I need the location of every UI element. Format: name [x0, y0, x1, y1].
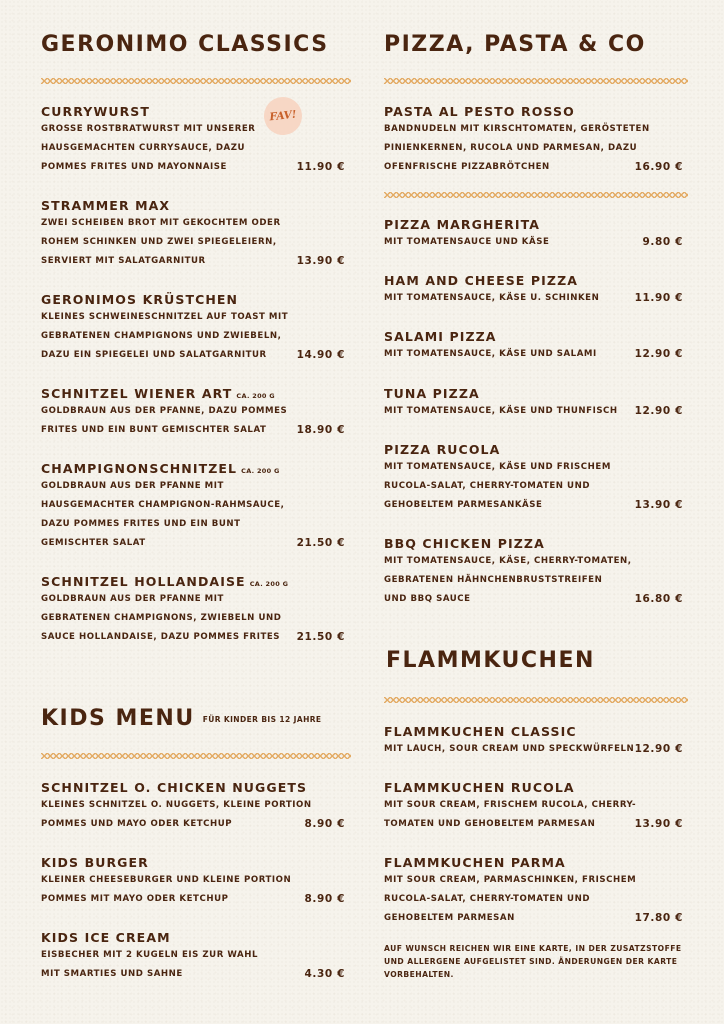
right-column: [384, 0, 689, 1024]
divider-wave: [41, 753, 351, 759]
item-desc: MIT TOMATENSAUCE UND KÄSE: [384, 237, 550, 247]
item-name: SALAMI PIZZA: [384, 329, 497, 344]
item-name: FLAMMKUCHEN RUCOLA: [384, 780, 575, 795]
item-desc: GROSSE ROSTBRATWURST MIT UNSERER: [41, 124, 256, 134]
item-desc: MIT SMARTIES UND SAHNE: [41, 969, 183, 979]
item-weight-note: CA. 200 G: [241, 467, 280, 475]
allergen-footnote: AUF WUNSCH REICHEN WIR EINE KARTE, IN DER ZUSATZSTOFFE UND ALLERGENE AUFGELISTET SIND. ÄNDERUNGEN DER KARTE VORBEHALTEN.: [384, 944, 682, 979]
menu-item: [41, 574, 351, 647]
item-name: PIZZA RUCOLA: [384, 442, 501, 457]
item-desc: MIT TOMATENSAUCE, KÄSE UND THUNFISCH: [384, 406, 618, 416]
item-desc: KLEINER CHEESEBURGER UND KLEINE PORTION: [41, 875, 292, 885]
item-desc: RUCOLA-SALAT, CHERRY-TOMATEN UND: [384, 481, 591, 491]
item-desc: DAZU EIN SPIEGELEI UND SALATGARNITUR: [41, 350, 267, 360]
menu-item: [384, 855, 689, 928]
item-desc: GOLDBRAUN AUS DER PFANNE, DAZU POMMES: [41, 406, 288, 416]
item-desc: UND BBQ SAUCE: [384, 594, 471, 604]
item-desc: GOLDBRAUN AUS DER PFANNE MIT: [41, 594, 224, 604]
item-desc: MIT SOUR CREAM, FRISCHEM RUCOLA, CHERRY-: [384, 800, 637, 810]
fav-badge: FAV!: [262, 95, 304, 137]
item-name: HAM AND CHEESE PIZZA: [384, 273, 579, 288]
item-desc: POMMES UND MAYO ODER KETCHUP: [41, 819, 233, 829]
item-name: SCHNITZEL WIENER ART: [41, 386, 233, 401]
menu-item: [41, 104, 351, 177]
item-name: BBQ CHICKEN PIZZA: [384, 536, 545, 551]
section-title-kids: [41, 706, 321, 731]
menu-item: [384, 273, 689, 308]
item-desc: POMMES MIT MAYO ODER KETCHUP: [41, 894, 229, 904]
menu-item: [384, 217, 689, 252]
menu-item: [384, 386, 689, 421]
item-desc: ZWEI SCHEIBEN BROT MIT GEKOCHTEM ODER: [41, 218, 281, 228]
menu-item: [384, 329, 689, 364]
kids-subtitle: FÜR KINDER BIS 12 JAHRE: [202, 714, 322, 724]
menu-item: [41, 930, 351, 984]
item-desc: GEHOBELTEM PARMESAN: [384, 913, 515, 923]
item-price: 4.30 €: [304, 968, 345, 980]
item-desc: GEHOBELTEM PARMESANKÄSE: [384, 500, 543, 510]
kids-title-text: KIDS MENU: [41, 706, 195, 731]
left-column: [41, 0, 351, 1024]
menu-item: [384, 442, 689, 515]
menu-item: [384, 104, 689, 177]
divider-wave: [41, 78, 351, 84]
item-desc: KLEINES SCHWEINESCHNITZEL AUF TOAST MIT: [41, 312, 289, 322]
item-price: 13.90 €: [296, 255, 345, 267]
item-desc: GEMISCHTER SALAT: [41, 538, 146, 548]
divider-wave: [384, 78, 688, 84]
item-desc: TOMATEN UND GEHOBELTEM PARMESAN: [384, 819, 596, 829]
item-desc: GEBRATENEN HÄHNCHENBRUSTSTREIFEN: [384, 575, 603, 585]
item-price: 11.90 €: [296, 161, 345, 173]
item-desc: KLEINES SCHNITZEL O. NUGGETS, KLEINE PORTION: [41, 800, 312, 810]
item-desc: GEBRATENEN CHAMPIGNONS, ZWIEBELN UND: [41, 613, 282, 623]
item-price: 21.50 €: [296, 537, 345, 549]
item-price: 8.90 €: [304, 818, 345, 830]
item-desc: MIT LAUCH, SOUR CREAM UND SPECKWÜRFELN: [384, 744, 635, 754]
item-price: 13.90 €: [634, 499, 683, 511]
section-title-flammkuchen: FLAMMKUCHEN: [386, 648, 595, 673]
divider-wave: [384, 192, 688, 198]
item-name: KIDS BURGER: [41, 855, 149, 870]
item-desc: EISBECHER MIT 2 KUGELN EIS ZUR WAHL: [41, 950, 259, 960]
menu-item: [384, 536, 689, 609]
item-price: 14.90 €: [296, 349, 345, 361]
item-desc: PINIENKERNEN, RUCOLA UND PARMESAN, DAZU: [384, 143, 638, 153]
item-desc: HAUSGEMACHTEN CURRYSAUCE, DAZU: [41, 143, 246, 153]
item-price: 16.80 €: [634, 593, 683, 605]
item-name: FLAMMKUCHEN PARMA: [384, 855, 566, 870]
item-desc: SAUCE HOLLANDAISE, DAZU POMMES FRITES: [41, 632, 281, 642]
item-desc: GEBRATENEN CHAMPIGNONS UND ZWIEBELN,: [41, 331, 282, 341]
item-desc: ROHEM SCHINKEN UND ZWEI SPIEGELEIERN,: [41, 237, 277, 247]
item-desc: RUCOLA-SALAT, CHERRY-TOMATEN UND: [384, 894, 591, 904]
item-desc: MIT TOMATENSAUCE, KÄSE U. SCHINKEN: [384, 293, 600, 303]
item-price: 18.90 €: [296, 424, 345, 436]
item-price: 12.90 €: [634, 743, 683, 755]
item-weight-note: CA. 200 G: [236, 392, 275, 400]
item-desc: FRITES UND EIN BUNT GEMISCHTER SALAT: [41, 425, 267, 435]
item-name: PASTA AL PESTO ROSSO: [384, 104, 575, 119]
item-desc: MIT SOUR CREAM, PARMASCHINKEN, FRISCHEM: [384, 875, 637, 885]
item-name: TUNA PIZZA: [384, 386, 480, 401]
item-price: 11.90 €: [634, 292, 683, 304]
item-desc: OFENFRISCHE PIZZABRÖTCHEN: [384, 162, 550, 172]
item-desc: SERVIERT MIT SALATGARNITUR: [41, 256, 206, 266]
section-title-pizza: PIZZA, PASTA & CO: [384, 32, 646, 57]
item-desc: POMMES FRITES UND MAYONNAISE: [41, 162, 227, 172]
item-price: 9.80 €: [642, 236, 683, 248]
item-name: STRAMMER MAX: [41, 198, 171, 213]
item-name: FLAMMKUCHEN CLASSIC: [384, 724, 577, 739]
menu-item: [41, 292, 351, 365]
item-name: GERONIMOS KRÜSTCHEN: [41, 292, 239, 307]
item-price: 16.90 €: [634, 161, 683, 173]
item-name: SCHNITZEL HOLLANDAISE: [41, 574, 246, 589]
item-price: 21.50 €: [296, 631, 345, 643]
item-desc: GOLDBRAUN AUS DER PFANNE MIT: [41, 481, 224, 491]
menu-item: [41, 780, 351, 834]
item-name: KIDS ICE CREAM: [41, 930, 171, 945]
menu-item: [384, 780, 689, 834]
divider-wave: [384, 697, 688, 703]
menu-item: [41, 461, 351, 553]
item-desc: HAUSGEMACHTER CHAMPIGNON-RAHMSAUCE,: [41, 500, 285, 510]
item-name: SCHNITZEL O. CHICKEN NUGGETS: [41, 780, 308, 795]
item-price: 17.80 €: [634, 912, 683, 924]
item-desc: MIT TOMATENSAUCE, KÄSE, CHERRY-TOMATEN,: [384, 556, 632, 566]
menu-item: [41, 855, 351, 909]
item-price: 12.90 €: [634, 348, 683, 360]
item-desc: BANDNUDELN MIT KIRSCHTOMATEN, GERÖSTETEN: [384, 124, 650, 134]
item-price: 12.90 €: [634, 405, 683, 417]
item-name: CHAMPIGNONSCHNITZEL: [41, 461, 238, 476]
item-name: CURRYWURST: [41, 104, 151, 119]
menu-item: [41, 386, 351, 440]
menu-item: [41, 198, 351, 271]
item-desc: MIT TOMATENSAUCE, KÄSE UND SALAMI: [384, 349, 597, 359]
item-price: 13.90 €: [634, 818, 683, 830]
item-desc: DAZU POMMES FRITES UND EIN BUNT: [41, 519, 241, 529]
menu-item: [384, 724, 689, 759]
section-title-classics: GERONIMO CLASSICS: [41, 32, 329, 57]
item-weight-note: CA. 200 G: [249, 580, 289, 588]
item-name: PIZZA MARGHERITA: [384, 217, 541, 232]
item-desc: MIT TOMATENSAUCE, KÄSE UND FRISCHEM: [384, 462, 611, 472]
item-price: 8.90 €: [304, 893, 345, 905]
